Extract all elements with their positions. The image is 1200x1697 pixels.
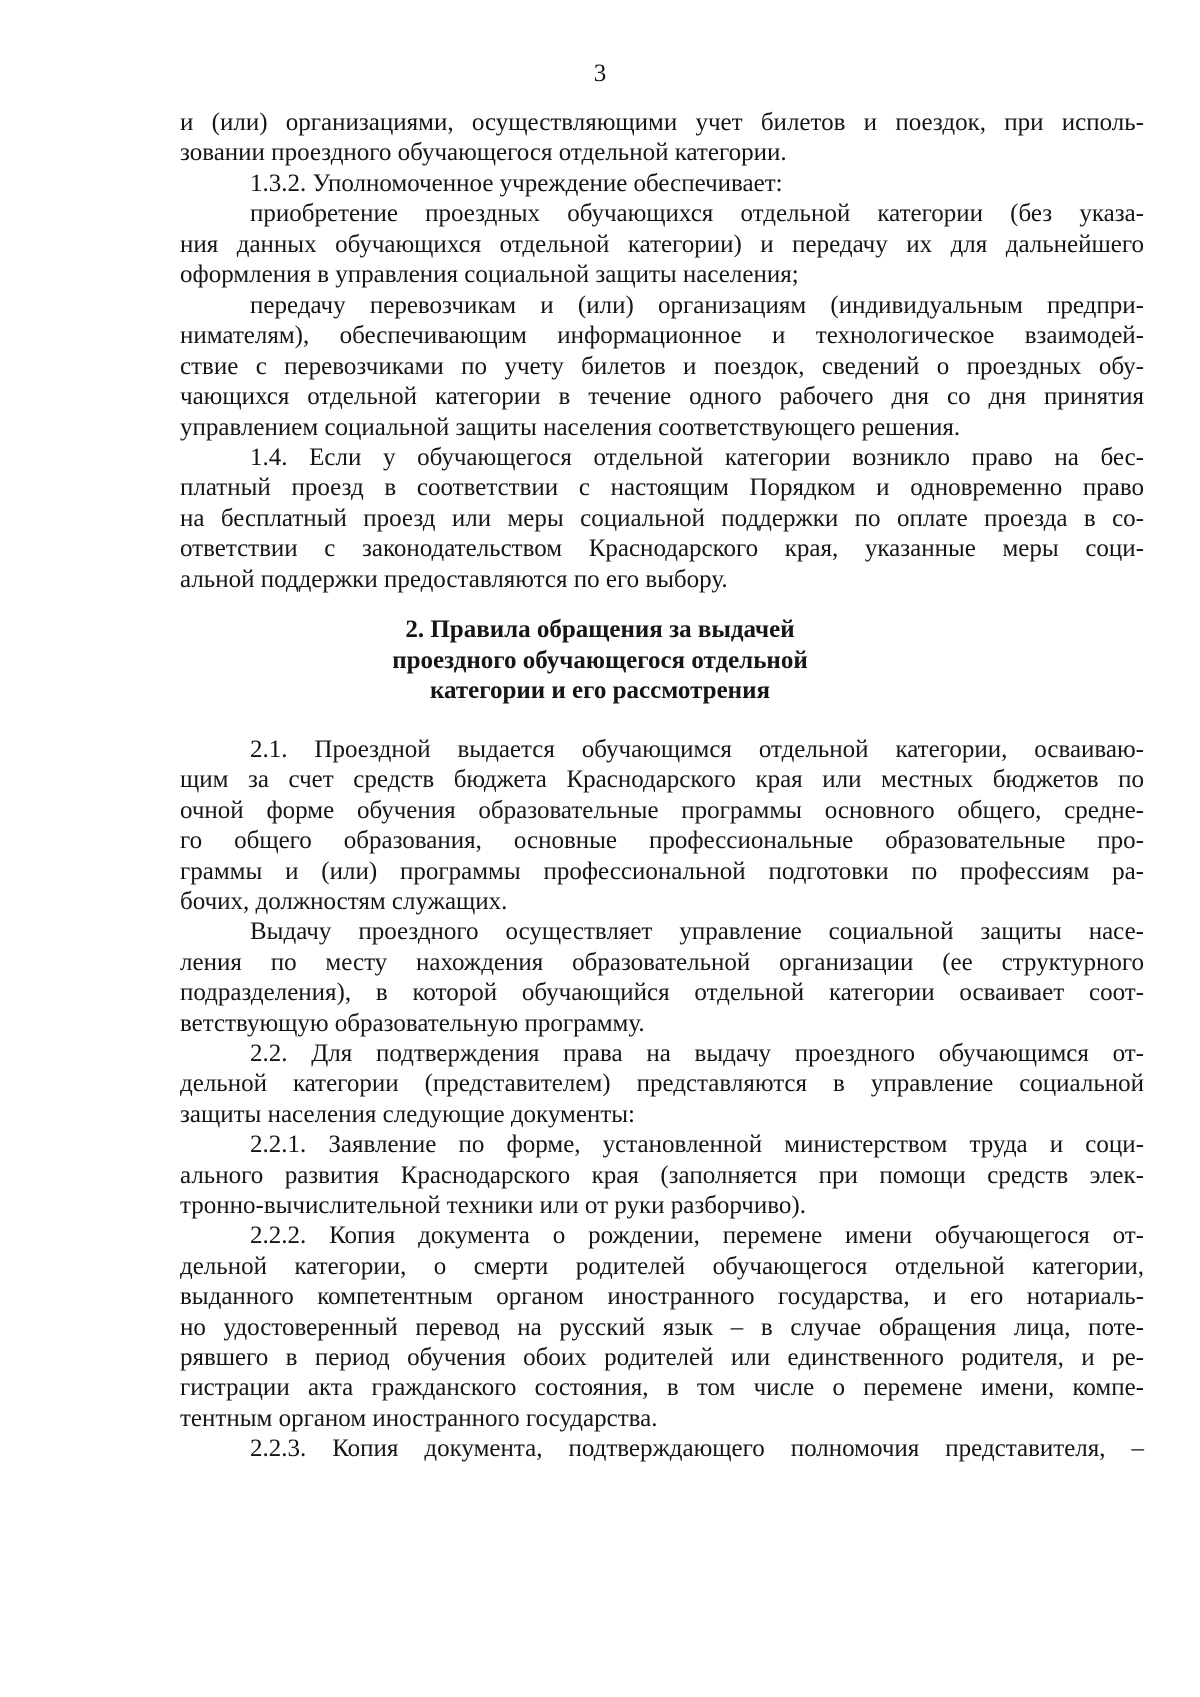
text-line: 1.4. Если у обучающегося отдельной категории возникло право на бес- xyxy=(250,443,1144,471)
text-line: очной форме обучения образовательные программы основного общего, средне- xyxy=(180,796,1144,824)
text-line: выданного компетентным органом иностранного государства, и его нотариаль- xyxy=(180,1283,1144,1311)
page-number: 3 xyxy=(593,60,607,87)
text-line: граммы и (или) программы профессиональной подготовки по профессиям ра- xyxy=(180,857,1144,885)
text-line: 2.2.2. Копия документа о рождении, перемене имени обучающегося от- xyxy=(250,1222,1144,1250)
text-line: щим за счет средств бюджета Краснодарского края или местных бюджетов по xyxy=(180,766,1144,794)
text-line: чающихся отдельной категории в течение одного рабочего дня со дня принятия xyxy=(180,383,1144,411)
text-line: 2.2.3. Копия документа, подтверждающего полномочия представителя, – xyxy=(250,1435,1144,1463)
text-line: оформления в управления социальной защиты населения; xyxy=(180,261,799,289)
text-line: 1.3.2. Уполномоченное учреждение обеспечивает: xyxy=(250,169,783,197)
text-line: дельной категории (представителем) представляются в управление социальной xyxy=(180,1070,1144,1098)
text-line: подразделения), в которой обучающийся отдельной категории осваивает соот- xyxy=(180,979,1144,1007)
text-line: гистрации акта гражданского состояния, в том числе о перемене имени, компе- xyxy=(180,1374,1144,1402)
text-line: ветствующую образовательную программу. xyxy=(180,1009,645,1037)
text-line: рявшего в период обучения обоих родителей или единственного родителя, и ре- xyxy=(180,1344,1144,1371)
text-line: бочих, должностям служащих. xyxy=(180,888,508,915)
heading-line: 2. Правила обращения за выдачей xyxy=(405,616,795,643)
text-line: передачу перевозчикам и (или) организациям (индивидуальным предпри- xyxy=(250,291,1144,319)
text-line: ления по месту нахождения образовательной организации (ее структурного xyxy=(180,948,1144,976)
text-line: го общего образования, основные профессиональные образовательные про- xyxy=(180,827,1144,855)
text-line: платный проезд в соответствии с настоящим Порядком и одновременно право xyxy=(180,474,1144,502)
heading-line: категории и его рассмотрения xyxy=(429,677,771,704)
text-line: но удостоверенный перевод на русский язык – в случае обращения лица, поте- xyxy=(180,1313,1144,1341)
text-line: ния данных обучающихся отдельной категории) и передачу их для дальнейшего xyxy=(180,230,1144,258)
text-line: на бесплатный проезд или меры социальной поддержки по оплате проезда в со- xyxy=(180,504,1144,532)
text-line: 2.2. Для подтверждения права на выдачу проездного обучающимся от- xyxy=(250,1040,1144,1067)
text-line: дельной категории, о смерти родителей обучающегося отдельной категории, xyxy=(180,1252,1144,1280)
text-line: зовании проездного обучающегося отдельной категории. xyxy=(180,139,787,167)
text-line: альной поддержки предоставляются по его выбору. xyxy=(180,565,728,593)
heading-line: проездного обучающегося отдельной xyxy=(392,646,808,674)
text-line: нимателям), обеспечивающим информационное и технологическое взаимодей- xyxy=(180,322,1144,350)
text-line: ального развития Краснодарского края (заполняется при помощи средств элек- xyxy=(180,1161,1144,1189)
text-line: тентным органом иностранного государства. xyxy=(180,1404,658,1432)
text-line: 2.2.1. Заявление по форме, установленной министерством труда и соци- xyxy=(250,1131,1144,1159)
text-line: ответствии с законодательством Краснодарского края, указанные меры соци- xyxy=(180,535,1144,563)
text-line: 2.1. Проездной выдается обучающимся отдельной категории, осваиваю- xyxy=(250,736,1144,763)
text-line: управлением социальной защиты населения соответствующего решения. xyxy=(180,413,961,441)
text-line: ствие с перевозчиками по учету билетов и поездок, сведений о проездных обу- xyxy=(180,352,1144,380)
text-line: приобретение проездных обучающихся отдельной категории (без указа- xyxy=(250,200,1144,228)
text-line: защиты населения следующие документы: xyxy=(180,1100,635,1128)
text-line: тронно-вычислительной техники или от руки разборчиво). xyxy=(180,1192,806,1219)
text-line: Выдачу проездного осуществляет управление социальной защиты насе- xyxy=(250,918,1144,946)
text-line: и (или) организациями, осуществляющими учет билетов и поездок, при исполь- xyxy=(180,109,1144,136)
